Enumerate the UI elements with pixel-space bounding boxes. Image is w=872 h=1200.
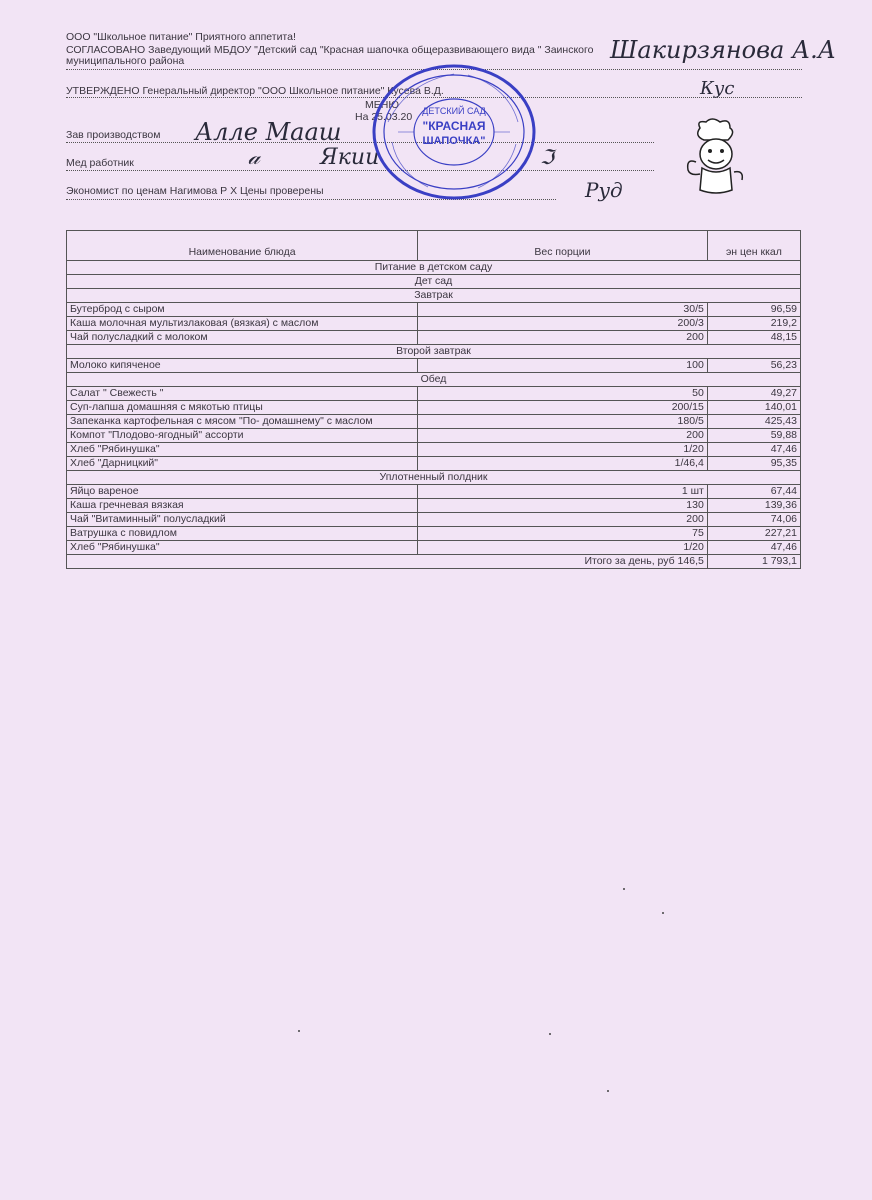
dish-name: Суп-лапша домашняя с мякотью птицы: [67, 401, 418, 415]
table-row: [67, 331, 801, 345]
dish-weight: 200/15: [418, 401, 708, 415]
table-header-row: [67, 231, 801, 261]
medic-label: Мед работник: [66, 157, 134, 169]
director-signature: Кус: [700, 78, 735, 99]
dish-name: Хлеб "Дарницкий": [67, 457, 418, 471]
table-row: [67, 317, 801, 331]
dish-name: Яйцо вареное: [67, 485, 418, 499]
dish-kcal: 49,27: [707, 387, 800, 401]
dish-kcal: 67,44: [707, 485, 800, 499]
dish-name: Салат " Свежесть ": [67, 387, 418, 401]
district-line: муниципального района: [66, 55, 185, 67]
dish-name: Хлеб "Рябинушка": [67, 541, 418, 555]
dish-kcal: 425,43: [707, 415, 800, 429]
menu-table: [66, 230, 801, 569]
section-lunch: Обед: [67, 373, 801, 387]
column-header-weight: Вес порции: [418, 231, 708, 261]
medic-signature: Якии: [320, 145, 380, 170]
dish-kcal: 48,15: [707, 331, 800, 345]
section-row: [67, 471, 801, 485]
table-row: [67, 415, 801, 429]
divider-4: [66, 170, 654, 171]
dish-name: Чай "Витаминный" полусладкий: [67, 513, 418, 527]
total-label: Итого за день, руб 146,5: [418, 555, 708, 569]
dish-name: Молоко кипяченое: [67, 359, 418, 373]
scan-speck: [623, 888, 625, 890]
medic-initial-mark: 𝒶: [248, 145, 261, 170]
stamp-top-text: ДЕТСКИЙ САД: [422, 106, 486, 116]
dish-name: Компот "Плодово-ягодный" ассорти: [67, 429, 418, 443]
dish-name: Чай полусладкий с молоком: [67, 331, 418, 345]
dish-weight: 200/3: [418, 317, 708, 331]
dish-name: Ватрушка с повидлом: [67, 527, 418, 541]
dish-kcal: 47,46: [707, 443, 800, 457]
chef-logo-icon: [682, 118, 750, 198]
total-row: [67, 555, 801, 569]
section-second-breakfast: Второй завтрак: [67, 345, 801, 359]
economist-signature: Руд: [585, 178, 623, 202]
dish-kcal: 140,01: [707, 401, 800, 415]
dish-weight: 1/20: [418, 541, 708, 555]
table-row: [67, 499, 801, 513]
dish-weight: 50: [418, 387, 708, 401]
economist-label: Экономист по ценам Нагимова Р Х Цены проверены: [66, 185, 324, 197]
dish-kcal: 56,23: [707, 359, 800, 373]
dish-kcal: 139,36: [707, 499, 800, 513]
section-row: [67, 261, 801, 275]
table-row: [67, 359, 801, 373]
section-row: [67, 289, 801, 303]
section-row: [67, 373, 801, 387]
dish-weight: 200: [418, 331, 708, 345]
scan-speck: [549, 1033, 551, 1035]
dish-name: Хлеб "Рябинушка": [67, 443, 418, 457]
table-row: [67, 485, 801, 499]
menu-date: На 25.03.20: [355, 111, 413, 123]
column-header-name: Наименование блюда: [67, 231, 418, 261]
company-line: ООО "Школьное питание" Приятного аппетита!: [66, 31, 296, 43]
stamp-name-line2: ШАПОЧКА": [422, 135, 486, 147]
section-row: [67, 275, 801, 289]
dish-kcal: 47,46: [707, 541, 800, 555]
dish-name: Запеканка картофельная с мясом "По- домашнему" с маслом: [67, 415, 418, 429]
dish-weight: 200: [418, 429, 708, 443]
dish-kcal: 219,2: [707, 317, 800, 331]
table-row: [67, 387, 801, 401]
dish-weight: 1/46,4: [418, 457, 708, 471]
dish-weight: 100: [418, 359, 708, 373]
dish-weight: 1 шт: [418, 485, 708, 499]
dish-weight: 200: [418, 513, 708, 527]
dish-weight: 75: [418, 527, 708, 541]
scan-speck: [298, 1030, 300, 1032]
table-row: [67, 429, 801, 443]
table-row: [67, 527, 801, 541]
scan-speck: [607, 1090, 609, 1092]
agreed-line: СОГЛАСОВАНО Заведующий МБДОУ "Детский сад "Красная шапочка общеразвивающего вида " Заинского: [66, 44, 594, 56]
table-row: [67, 401, 801, 415]
total-blank-cell: [67, 555, 418, 569]
stamp-name-line1: "КРАСНАЯ: [422, 119, 486, 133]
dish-weight: 1/20: [418, 443, 708, 457]
dish-name: Каша гречневая вязкая: [67, 499, 418, 513]
table-row: [67, 513, 801, 527]
head-signature: Шакирзянова А.А: [610, 36, 836, 64]
kindergarten-stamp: [368, 62, 540, 202]
approved-line: УТВЕРЖДЕНО Генеральный директор "ООО Школьное питание" Кусева В.Д.: [66, 85, 444, 97]
scan-speck: [662, 912, 664, 914]
table-row: [67, 443, 801, 457]
divider-3: [66, 142, 654, 143]
section-main: Питание в детском саду: [67, 261, 801, 275]
dish-weight: 130: [418, 499, 708, 513]
dish-kcal: 227,21: [707, 527, 800, 541]
section-afternoon-snack: Уплотненный полдник: [67, 471, 801, 485]
dish-kcal: 59,88: [707, 429, 800, 443]
production-signature: Алле Мааш: [195, 118, 342, 146]
dish-kcal: 95,35: [707, 457, 800, 471]
section-breakfast: Завтрак: [67, 289, 801, 303]
total-kcal: 1 793,1: [707, 555, 800, 569]
menu-title: МЕНЮ: [365, 99, 399, 111]
dish-name: Каша молочная мультизлаковая (вязкая) с маслом: [67, 317, 418, 331]
table-row: [67, 303, 801, 317]
table-row: [67, 541, 801, 555]
dish-name: Бутерброд с сыром: [67, 303, 418, 317]
medic-flourish: ℑ: [540, 145, 554, 169]
section-row: [67, 345, 801, 359]
dish-weight: 30/5: [418, 303, 708, 317]
dish-weight: 180/5: [418, 415, 708, 429]
column-header-energy: эн цен ккал: [707, 231, 800, 261]
production-head-label: Зав производством: [66, 129, 161, 141]
table-row: [67, 457, 801, 471]
section-kindergarten: Дет сад: [67, 275, 801, 289]
dish-kcal: 74,06: [707, 513, 800, 527]
dish-kcal: 96,59: [707, 303, 800, 317]
